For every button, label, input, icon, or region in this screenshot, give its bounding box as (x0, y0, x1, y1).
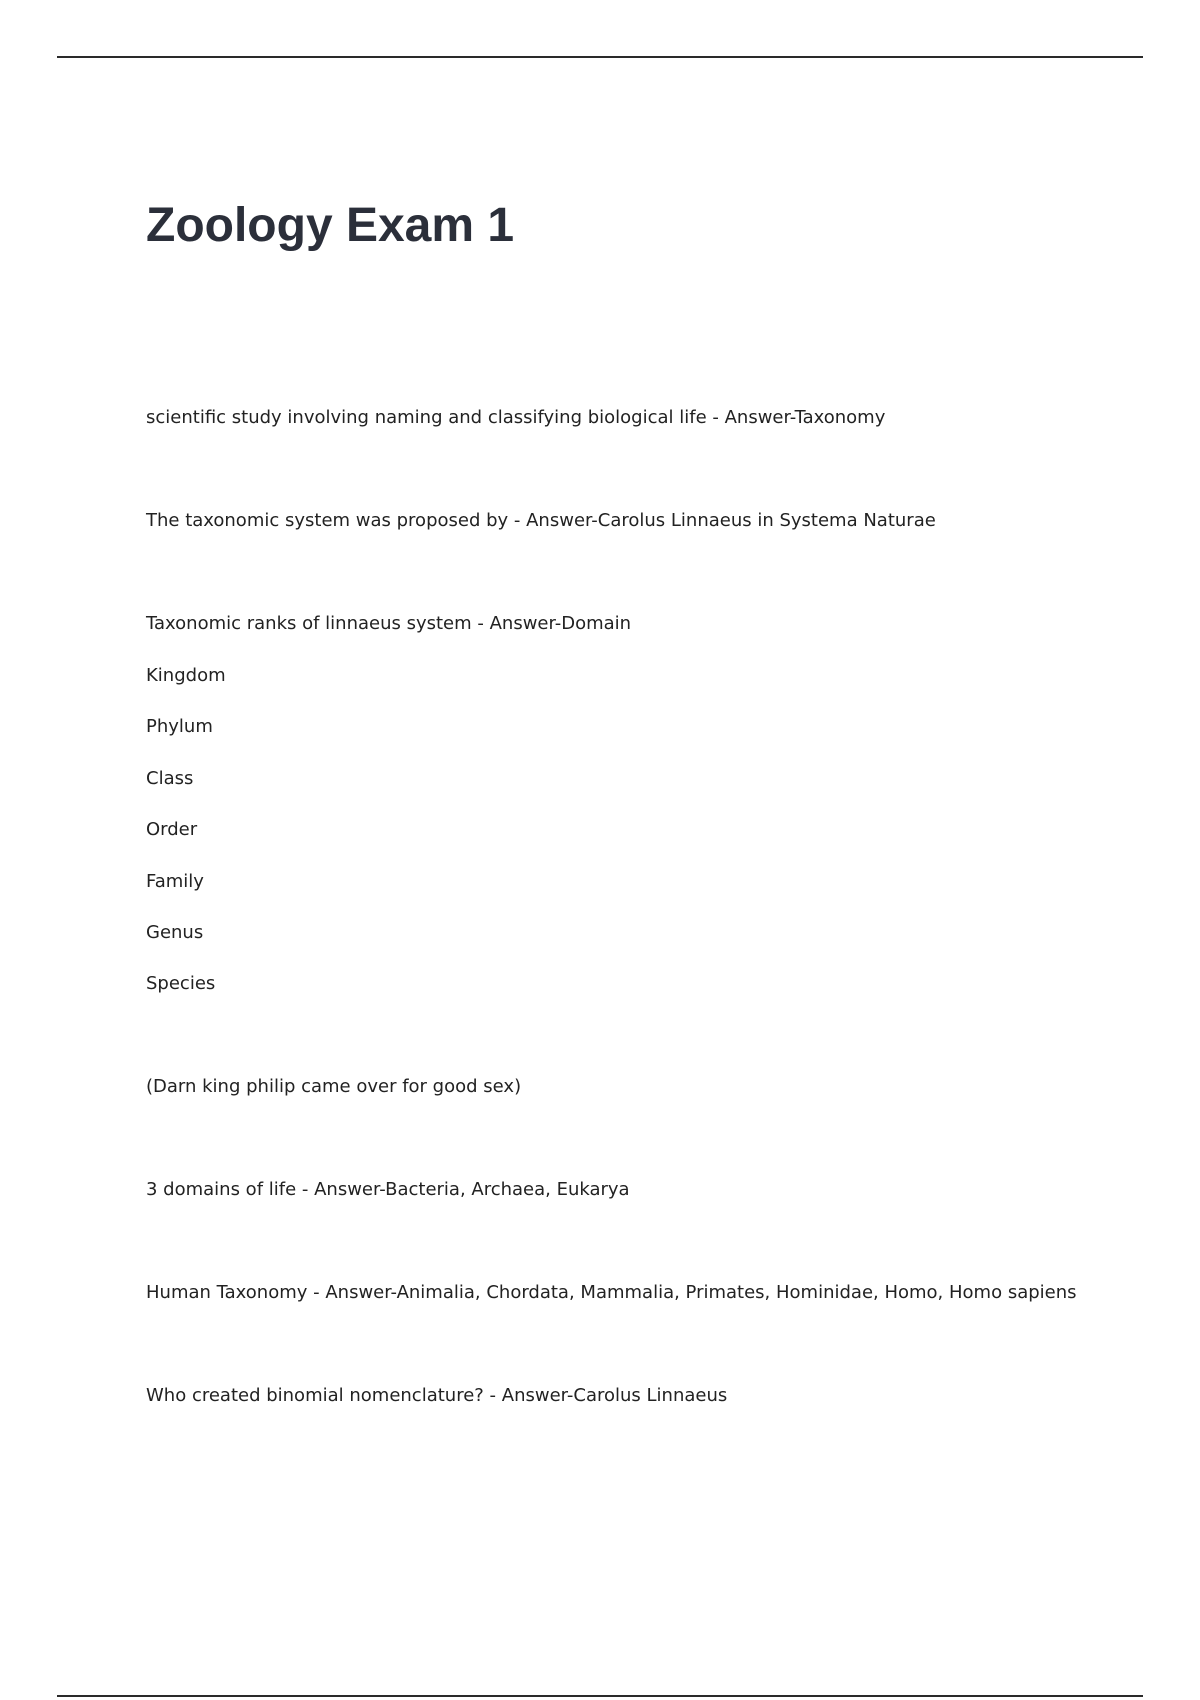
qa-line: The taxonomic system was proposed by - Answer-Carolus Linnaeus in Systema Naturae (146, 510, 936, 531)
list-item: Species (146, 973, 216, 994)
qa-line: Human Taxonomy - Answer-Animalia, Chordata, Mammalia, Primates, Hominidae, Homo, Homo sapiens (146, 1282, 1077, 1303)
list-item: Family (146, 871, 204, 892)
list-item: Genus (146, 922, 204, 943)
qa-line: Who created binomial nomenclature? - Answer-Carolus Linnaeus (146, 1385, 728, 1406)
list-item: Kingdom (146, 665, 226, 686)
list-item: Phylum (146, 716, 213, 737)
top-rule (57, 56, 1143, 58)
bottom-rule (57, 1695, 1143, 1697)
document-title: Zoology Exam 1 (146, 199, 515, 252)
qa-line: Taxonomic ranks of linnaeus system - Answer-Domain (146, 613, 632, 634)
list-item: Class (146, 768, 194, 789)
qa-line: scientific study involving naming and classifying biological life - Answer-Taxonomy (146, 407, 886, 428)
list-item: Order (146, 819, 198, 840)
qa-line: 3 domains of life - Answer-Bacteria, Archaea, Eukarya (146, 1179, 630, 1200)
mnemonic-line: (Darn king philip came over for good sex) (146, 1076, 522, 1097)
